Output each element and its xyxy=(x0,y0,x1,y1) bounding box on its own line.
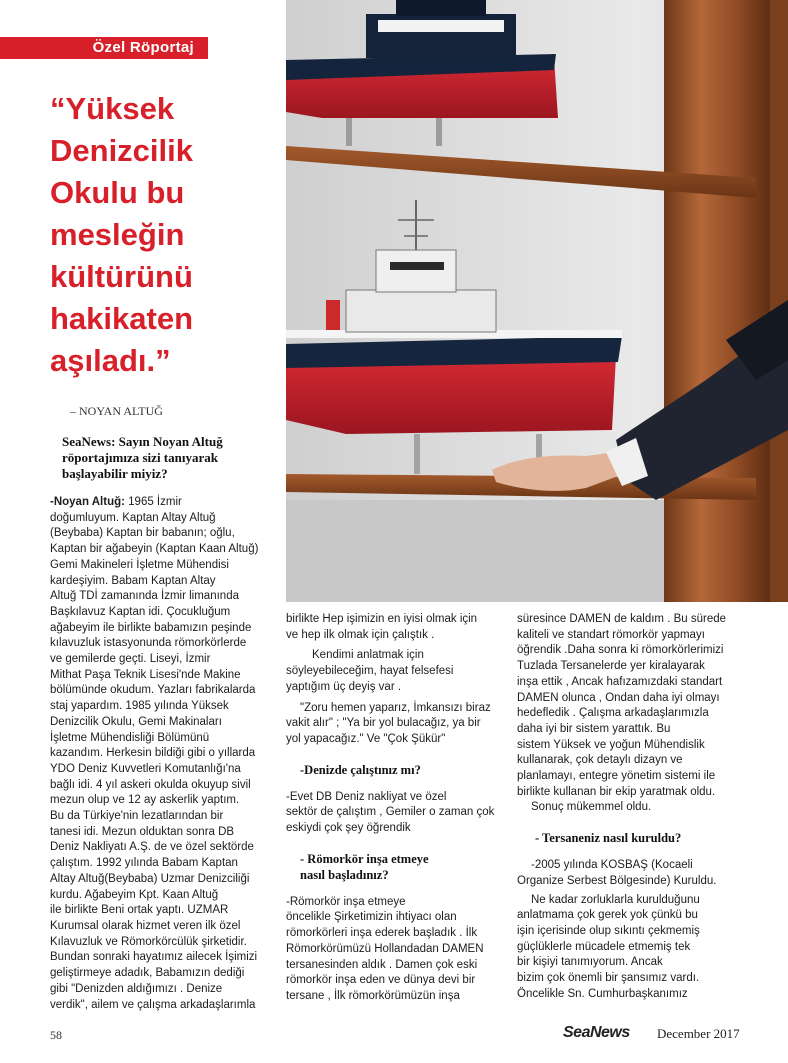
col1-line: tanesi idi. Mezun olduktan sonra DB xyxy=(50,825,235,838)
col1-line: doğumluyum. Kaptan Altay Altuğ xyxy=(50,511,216,524)
issue-date: December 2017 xyxy=(657,1026,740,1041)
col2-line: söyleyebileceğim, hayat felsefesi xyxy=(286,665,454,678)
col2-line: yol yapacağız." Ve "Çok Şükür" xyxy=(286,732,446,745)
col3-line: kullanarak, çok detaylı dizayn ve xyxy=(517,754,683,767)
col3-line: öğrendik .Daha sonra ki römorkörlerimizi xyxy=(517,644,724,657)
col1-line: Bu da Türkiye'nin lezatlarından bir xyxy=(50,810,224,823)
col2-line: Kendimi anlatmak için xyxy=(312,649,424,662)
col3-line: bizim çok önemli bir şansımız vardı. xyxy=(517,972,700,985)
ship-models-illustration xyxy=(286,0,788,602)
pull-quote-line: Okulu bu xyxy=(50,175,185,210)
col1-line: Kılavuzluk ve Römorkörcülük şirketidir. xyxy=(50,935,247,948)
col3-line: süresince DAMEN de kaldım . Bu sürede xyxy=(517,613,727,625)
col2-line: -Römorkör inşa etmeye xyxy=(286,895,406,908)
col3-line: Sonuç mükemmel oldu. xyxy=(531,801,652,814)
col1-line: Deniz Nakliyatı A.Ş. de ve özel sektörde xyxy=(50,841,254,854)
question-tug-building: - Römorkör inşa etmeye xyxy=(300,851,429,866)
intro-question-line: SeaNews: Sayın Noyan Altuğ xyxy=(62,434,223,449)
page-number: 58 xyxy=(50,1028,62,1042)
pull-quote xyxy=(50,88,290,382)
col2-line: römorkörleri inşa ederek başladık . İlk xyxy=(286,927,478,940)
col1-line: gibi "Denizden aldığımızı . Denize xyxy=(50,982,223,995)
col2-line: tersane , İlk römorkörümüzün inşa xyxy=(286,989,460,1002)
pull-quote-line: mesleğin xyxy=(50,217,185,252)
col2-line: tersanesinden aldık . Damen çok eski xyxy=(286,958,478,971)
col1-line: ile birlikte Beni ortak yaptı. UZMAR xyxy=(50,904,229,917)
pull-quote-line: kültürünü xyxy=(50,259,193,294)
col3-line: DAMEN olunca , Ondan daha iyi olmayı xyxy=(517,691,720,704)
col1-line: Kurumsal olarak hizmet veren ilk özel xyxy=(50,919,241,932)
col3-line: birlikte kullanan bir ekip yaratmak oldu. xyxy=(517,785,716,798)
intro-question-line: röportajımıza sizi tanıyarak xyxy=(62,450,218,465)
col1-line: Gemi Makineleri İşletme Mühendisi xyxy=(50,558,229,571)
col3-line: hedefledik . Çalışma arkadaşlarımızla xyxy=(517,707,709,720)
col2-line: vakit alır" ; "Ya bir yol bulacağız, ya bir xyxy=(286,717,481,730)
col3-line: bir kişiyi tanımıyorum. Ancak xyxy=(517,956,663,969)
col1-line: İşletme Mühendisliği Bölümünü xyxy=(50,731,210,744)
col3-line: anlatmama çok gerek yok çünkü bu xyxy=(517,909,698,922)
col1-line: kurdu. Ağabeyim Kpt. Kaan Altuğ xyxy=(50,888,219,901)
ship-models-photo xyxy=(286,0,788,602)
col2-line: ve hep ilk olmak için çalıştık . xyxy=(286,628,435,641)
col1-line: bağlı idi. 4 yıl askeri okulda okuyup sivil xyxy=(50,778,251,791)
col2-line: -Evet DB Deniz nakliyat ve özel xyxy=(286,790,447,803)
question-shipyard: - Tersaneniz nasıl kuruldu? xyxy=(535,831,682,846)
question-tug-building: nasıl başladınız? xyxy=(300,867,389,882)
col3-line: sistem Yüksek ve yoğun Mühendislik xyxy=(517,738,705,751)
intro-question xyxy=(62,434,282,482)
col1-line: YDO Deniz Kuvvetleri Komutanlığı'na xyxy=(50,762,241,775)
col2-line: sektör de çalıştım , Gemiler o zaman çok xyxy=(286,806,495,819)
col1-line: Altay Altuğ(Beybaba) Uzmar Denizciliği xyxy=(50,872,250,885)
column-2 xyxy=(286,612,510,1005)
col1-line: mezun olup ve 12 ay askerlik yaptım. xyxy=(50,794,240,807)
col1-line: kardeşiyim. Babam Kaptan Altay xyxy=(50,574,216,587)
col3-line: kaliteli ve standart römorkör yapmayı xyxy=(517,628,705,641)
col1-line: Kaptan bir ağabeyin (Kaptan Kaan Altuğ) xyxy=(50,543,259,556)
col1-line: verdik", ailem ve çalışma arkadaşlarımla xyxy=(50,998,256,1011)
col1-line: ve gemilerde geçti. Liseyi, İzmir xyxy=(50,653,211,666)
col2-line: öncelikle Şirketimizin ihtiyacı olan xyxy=(286,911,457,924)
column-1 xyxy=(50,495,282,1013)
section-tag: Özel Röportaj xyxy=(0,37,208,59)
pull-quote-line: hakikaten xyxy=(50,301,194,336)
intro-question-line: başlayabilir miyiz? xyxy=(62,466,168,481)
pull-quote-line: “Yüksek xyxy=(50,91,175,126)
col3-line: planlamayı, entegre yönetim sistemi ile xyxy=(517,770,716,783)
col1-line: çalıştım. 1992 yılında Babam Kaptan xyxy=(50,857,238,870)
pull-quote-line: Denizcilik xyxy=(50,133,193,168)
col2-line: römorkör inşa eden ve dünya devi bir xyxy=(286,974,476,987)
col3-line: işin içerisinde olup sıkıntı çekmemiş xyxy=(517,924,700,937)
column-3 xyxy=(517,612,757,1002)
col3-line: Organize Serbest Bölgesinde) Kuruldu. xyxy=(517,874,717,887)
col2-line: birlikte Hep işimizin en iyisi olmak için xyxy=(286,613,478,625)
col1-line: Bundan sonraki hayatımız ailecek İşimizi xyxy=(50,951,258,964)
col2-line: eskiydi çok şey öğrendik xyxy=(286,822,411,835)
col2-line: yaptığım üç deyiş var . xyxy=(286,680,402,693)
col1-line: bölümünde okudum. Yazları fabrikalarda xyxy=(50,684,256,697)
col1-line: Denizcilik Okulu, Gemi Makinaları xyxy=(50,715,222,728)
col3-line: Öncelikle Sn. Cumhurbaşkanımız xyxy=(517,987,688,1000)
col1-line: Mithat Paşa Teknik Lisesi'nde Makine xyxy=(50,668,241,681)
col1-line: Başkılavuz Kaptan idi. Çocukluğum xyxy=(50,605,231,618)
col1-line: ağabeyim ile birlikte babamızın peşinde xyxy=(50,621,252,634)
col3-line: güçlüklerle mücadele etmemiş tek xyxy=(517,940,691,953)
magazine-logo: SeaNews xyxy=(563,1024,630,1041)
col3-line: Ne kadar zorluklarla kurulduğunu xyxy=(531,893,700,906)
question-at-sea: -Denizde çalıştınız mı? xyxy=(300,762,421,777)
col1-line: geliştirmeye adadık, Babamızın dediği xyxy=(50,967,245,980)
col1-line: kazandım. Herkesin bildiği gibi o yıllarda xyxy=(50,747,256,760)
col2-line: "Zoru hemen yaparız, İmkansızı biraz xyxy=(300,701,491,714)
col1-line: kılavuzluk istasyonunda römorkörlerde xyxy=(50,637,247,650)
col3-line: inşa ettik , Ancak hafızamızdaki standart xyxy=(517,675,723,688)
col1-line-text: 1965 İzmir xyxy=(124,496,182,508)
pull-quote-line: aşıladı.” xyxy=(50,343,171,378)
col1-line: (Beybaba) Kaptan bir babanın; oğlu, xyxy=(50,527,235,540)
col3-line: daha iyi bir sistem yarattık. Bu xyxy=(517,722,671,735)
col2-line: Römorkörümüzü Hollandadan DAMEN xyxy=(286,942,484,955)
col1-line: staj yapardım. 1985 yılında Yüksek xyxy=(50,700,229,713)
col3-line: -2005 yılında KOSBAŞ (Kocaeli xyxy=(531,859,693,872)
col3-line: Tuzlada Tersanelerde yer kiralayarak xyxy=(517,660,705,673)
col1-line: Altuğ TDİ zamanında İzmir limanında xyxy=(50,590,239,603)
col1-line xyxy=(50,495,282,511)
quote-attribution: – NOYAN ALTUĞ xyxy=(70,404,163,418)
interviewee-name: -Noyan Altuğ: xyxy=(50,496,125,508)
